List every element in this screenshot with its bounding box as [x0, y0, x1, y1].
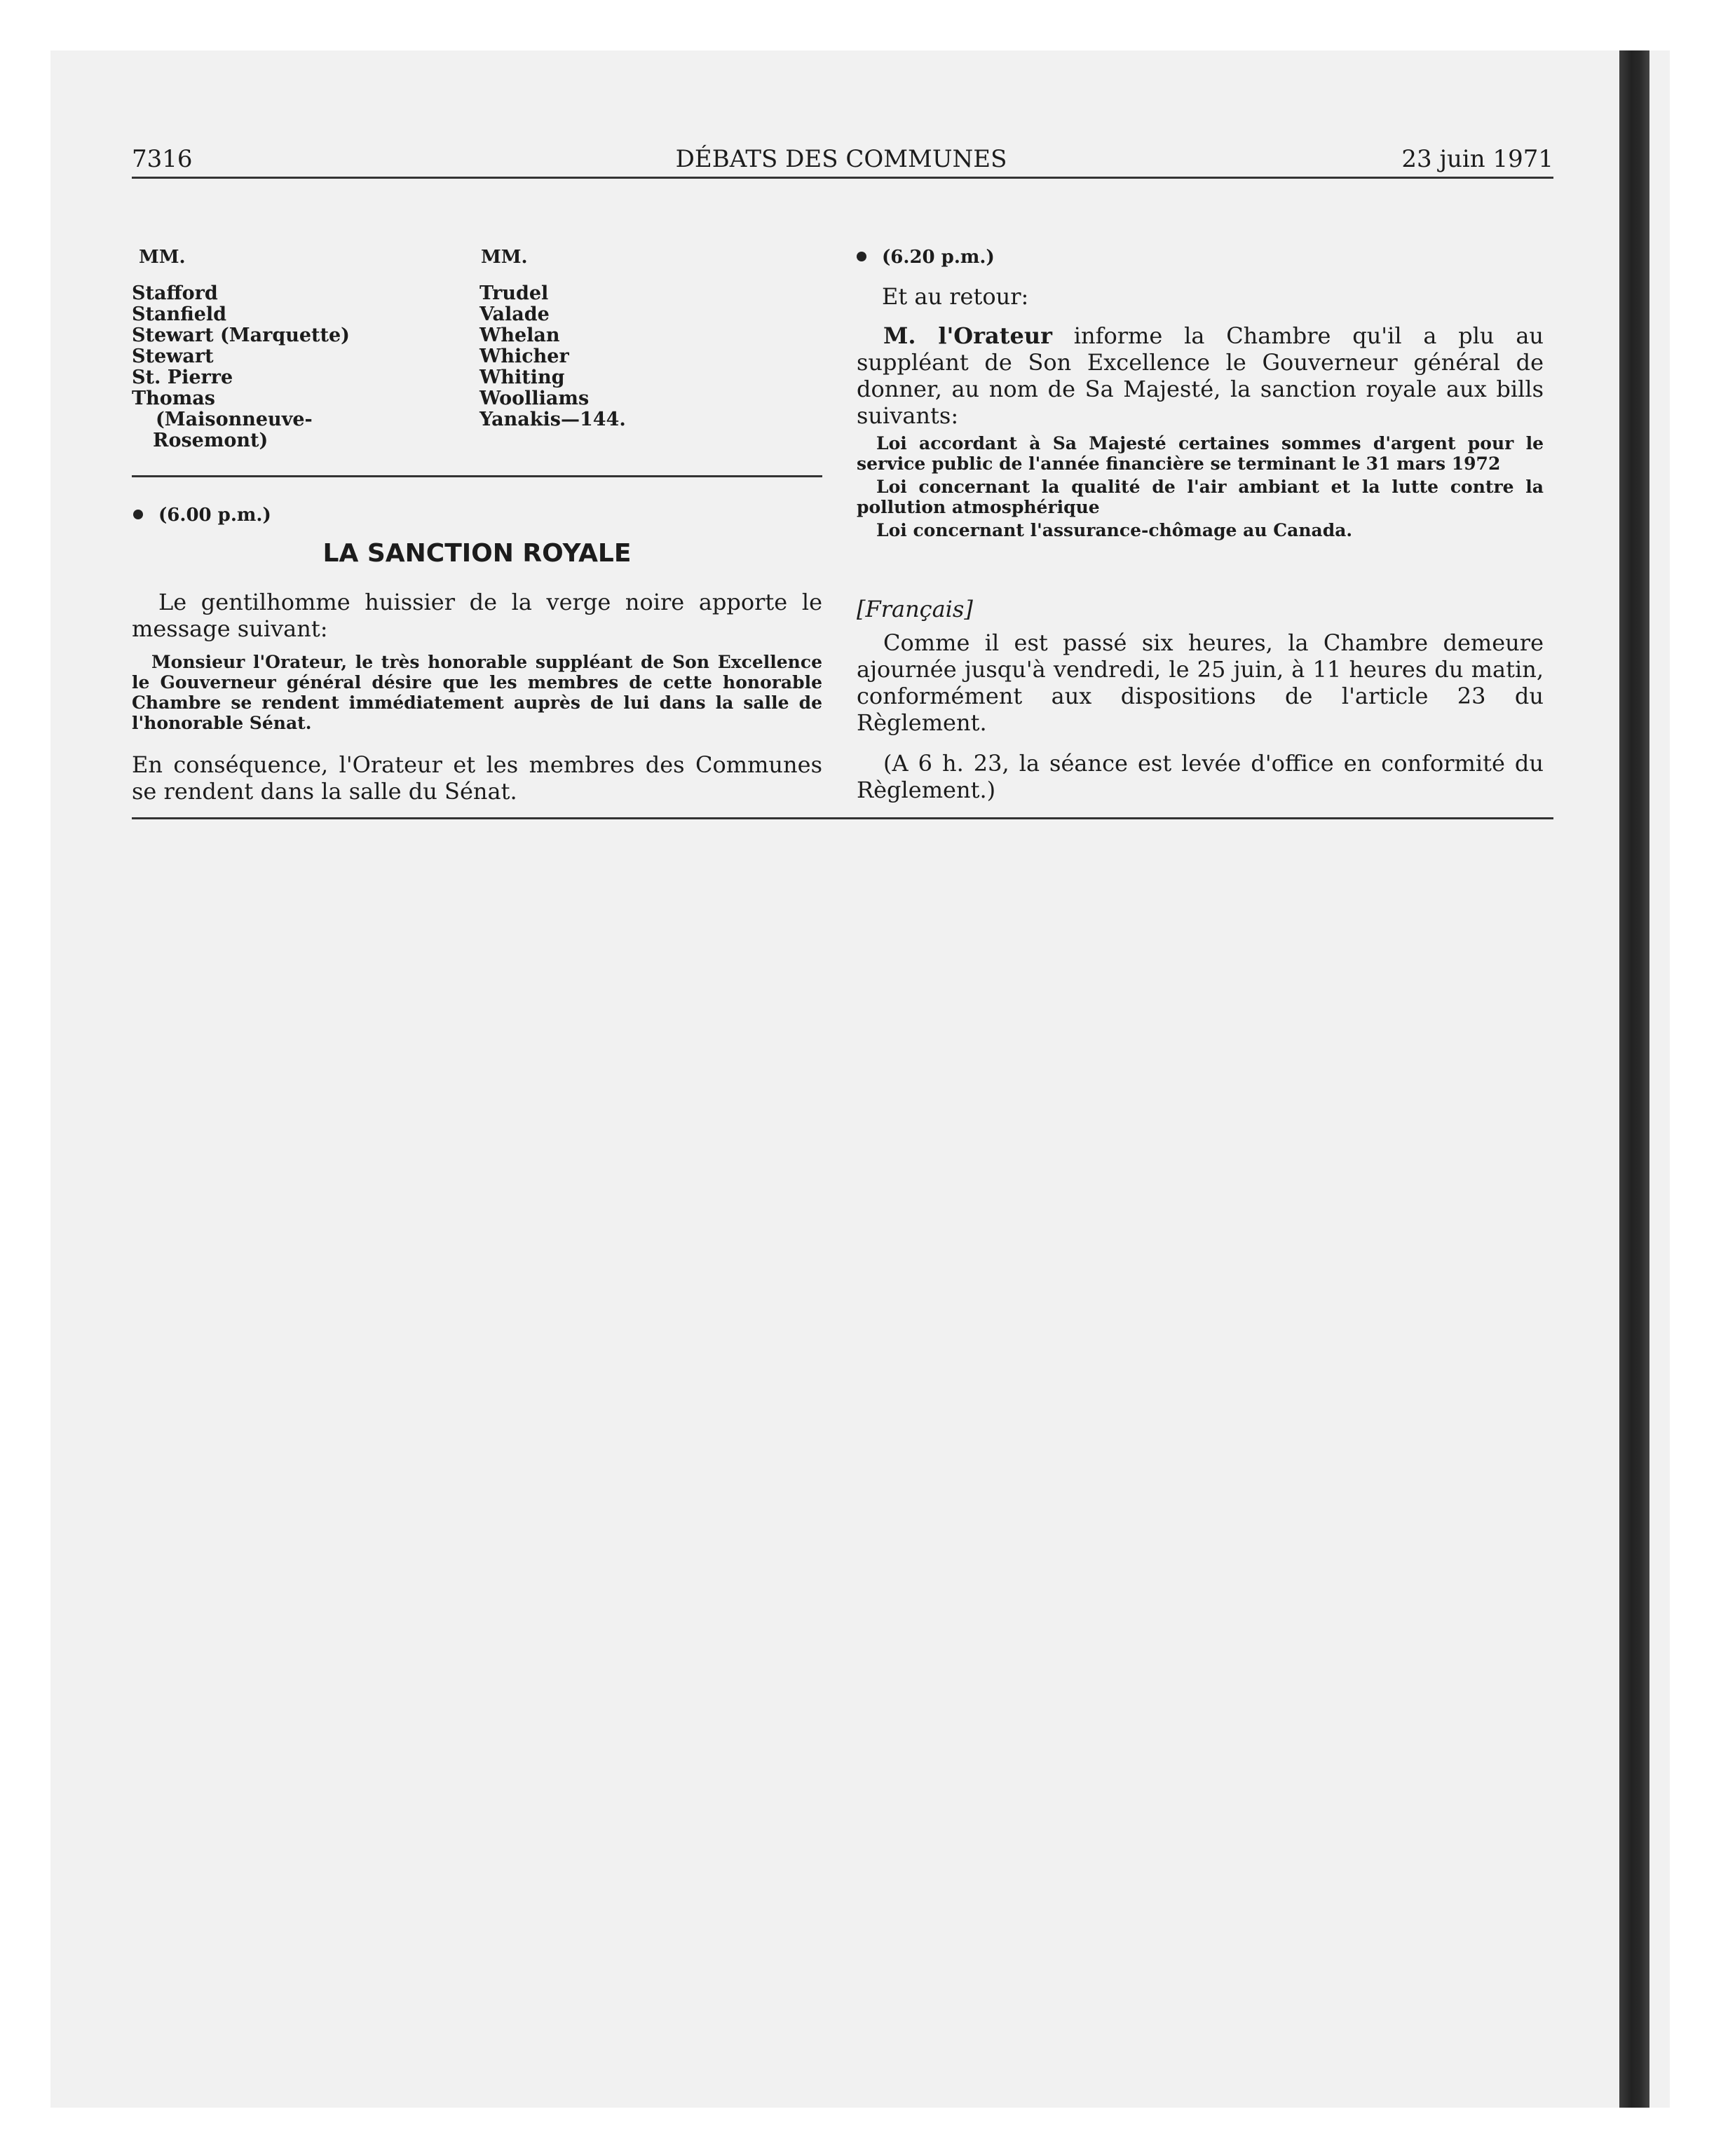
member-name: Thomas — [132, 388, 215, 409]
member-name: Valade — [479, 303, 550, 325]
header-rule — [132, 177, 1553, 179]
section-heading: LA SANCTION ROYALE — [322, 539, 632, 568]
member-name: Whiting — [479, 367, 565, 388]
vote-col2-list — [479, 283, 626, 430]
member-name: Woolliams — [479, 388, 590, 409]
speaker-name: M. l'Orateur — [883, 322, 1052, 349]
adjournment-paragraph: Comme il est passé six heures, la Chambre demeure ajournée jusqu'à vendredi, le 25 juin, à 11 heures du matin, conformément aux dispositions de l'article 23 du Règlement. — [857, 629, 1544, 736]
binding-edge — [1619, 50, 1649, 2108]
speaker-paragraph — [857, 322, 1544, 429]
member-name: (Maisonneuve- — [156, 409, 313, 430]
bill-item: Loi accordant à Sa Majesté certaines sommes d'argent pour le service public de l'année financière se terminant le 31 mars 1972 — [857, 433, 1544, 474]
bills-list — [857, 433, 1544, 543]
bullet-icon — [857, 252, 866, 261]
vote-col1-heading: MM. — [139, 247, 186, 268]
conclusion-paragraph: En conséquence, l'Orateur et les membres des Communes se rendent dans la salle du Sénat. — [132, 751, 822, 805]
vote-list-rule — [132, 475, 822, 477]
language-tag: [Français] — [857, 596, 973, 622]
royal-message: Monsieur l'Orateur, le très honorable suppléant de Son Excellence le Gouverneur général désire que les membres de cette honorable Chambre se rendent immédiatement auprès de lui dans la salle de l'honorable Sénat. — [132, 652, 822, 733]
closing-paragraph: (A 6 h. 23, la séance est levée d'office en conformité du Règlement.) — [857, 750, 1544, 803]
member-name: Rosemont) — [153, 430, 268, 451]
time-right-text: (6.20 p.m.) — [882, 247, 995, 268]
intro-paragraph: Le gentilhomme huissier de la verge noire apporte le message suivant: — [132, 589, 822, 642]
member-name: Trudel — [479, 282, 549, 304]
member-name: St. Pierre — [132, 367, 233, 388]
bill-item: Loi concernant l'assurance-chômage au Canada. — [876, 520, 1353, 540]
publication-title: DÉBATS DES COMMUNES — [675, 145, 1007, 173]
page-number: 7316 — [132, 145, 193, 173]
end-rule — [132, 817, 1553, 819]
member-name: Stewart (Marquette) — [132, 325, 350, 346]
time-stamp-right — [857, 247, 995, 268]
member-name: Stewart — [132, 346, 214, 367]
return-line: Et au retour: — [882, 283, 1029, 310]
member-name: Yanakis—144. — [479, 409, 626, 430]
vote-col1-list — [132, 283, 350, 451]
speaker-text: informe la Chambre qu'il a plu au suppléant de Son Excellence le Gouverneur général de donner, au nom de Sa Majesté, la sanction royale aux bills suivants: — [857, 322, 1544, 429]
time-stamp-left — [133, 505, 271, 526]
page-date: 23 juin 1971 — [1401, 145, 1553, 173]
vote-col2-heading: MM. — [481, 247, 528, 268]
bill-item: Loi concernant la qualité de l'air ambiant et la lutte contre la pollution atmosphérique — [857, 477, 1544, 517]
member-name: Stafford — [132, 282, 218, 304]
member-name: Stanfield — [132, 303, 227, 325]
bullet-icon — [133, 510, 143, 519]
member-name: Whelan — [479, 325, 560, 346]
member-name: Whicher — [479, 346, 569, 367]
time-left-text: (6.00 p.m.) — [158, 505, 271, 526]
